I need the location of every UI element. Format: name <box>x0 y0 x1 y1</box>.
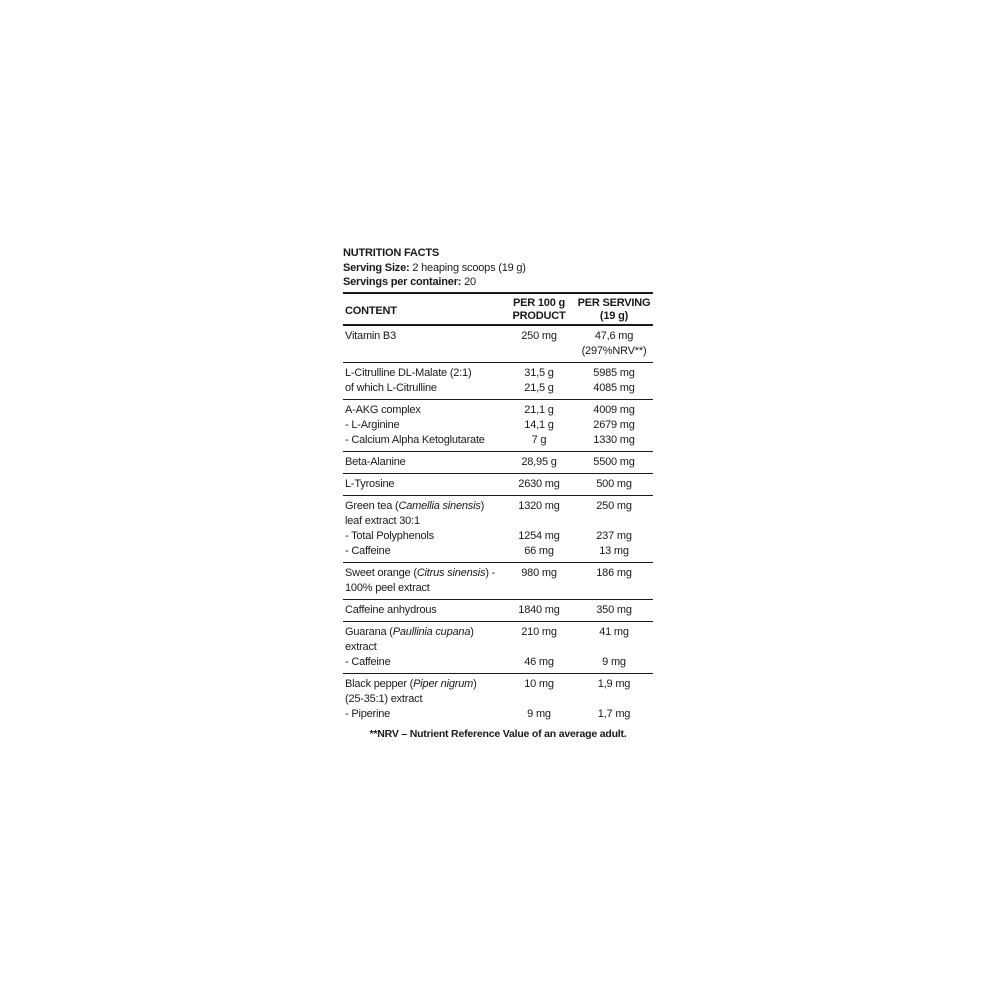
value-per-serving: 250 mg <box>596 499 632 512</box>
nutrition-table-body <box>343 326 653 725</box>
ingredient-name: - Caffeine <box>345 655 391 668</box>
table-row <box>343 692 653 707</box>
table-row <box>343 707 653 722</box>
table-row <box>343 455 653 470</box>
ingredient-name: of which L-Citrulline <box>345 381 437 394</box>
value-per-100g: 31,5 g <box>524 366 554 379</box>
ingredient-name <box>343 499 503 514</box>
ingredient-name: Caffeine anhydrous <box>345 603 437 616</box>
servings-per-container-value: 20 <box>464 276 476 288</box>
servings-per-container-line <box>343 275 653 290</box>
table-row <box>343 477 653 492</box>
value-per-100g: 28,95 g <box>521 455 557 468</box>
footnote: **NRV – Nutrient Reference Value of an average adult. <box>369 727 627 740</box>
value-per-serving: 1330 mg <box>593 433 635 446</box>
value-per-serving: 1,9 mg <box>597 677 631 690</box>
ingredient-name-text: ) <box>480 499 485 512</box>
table-row <box>343 499 653 514</box>
value-per-serving: 13 mg <box>599 544 629 557</box>
ingredient-name-text: Guarana ( <box>345 625 393 638</box>
table-row-group <box>343 496 653 563</box>
ingredient-name <box>343 566 503 581</box>
latin-name: Citrus sinensis <box>416 566 486 579</box>
table-row <box>343 381 653 396</box>
table-row-group <box>343 474 653 496</box>
table-row <box>343 514 653 529</box>
ingredient-name: Vitamin B3 <box>345 329 396 342</box>
value-per-serving: 4085 mg <box>593 381 635 394</box>
value-per-100g: 210 mg <box>521 625 557 638</box>
table-row <box>343 433 653 448</box>
table-row-group <box>343 674 653 725</box>
ingredient-name-text: ) extract <box>345 625 474 653</box>
table-row-group <box>343 452 653 474</box>
value-per-100g: 2630 mg <box>518 477 560 490</box>
ingredient-name: leaf extract 30:1 <box>345 514 420 527</box>
value-per-100g: 1254 mg <box>518 529 560 542</box>
table-row <box>343 529 653 544</box>
table-row-group <box>343 600 653 622</box>
column-header-content: CONTENT <box>345 304 397 317</box>
value-per-100g: 9 mg <box>527 707 551 720</box>
table-row-group <box>343 400 653 452</box>
value-per-100g: 46 mg <box>524 655 554 668</box>
value-per-serving: 186 mg <box>596 566 632 579</box>
value-per-serving: 4009 mg <box>593 403 635 416</box>
value-per-serving: 500 mg <box>596 477 632 490</box>
ingredient-name: - Total Polyphenols <box>345 529 434 542</box>
table-row-group <box>343 563 653 600</box>
value-per-serving: 237 mg <box>596 529 632 542</box>
nutrition-facts-label <box>343 246 653 742</box>
table-header <box>343 294 653 326</box>
value-per-100g: 1320 mg <box>518 499 560 512</box>
value-per-100g: 250 mg <box>521 329 557 342</box>
facts-title: NUTRITION FACTS <box>343 247 439 259</box>
column-header-per-serving: PER SERVING (19 g) <box>577 296 651 322</box>
value-per-100g: 21,1 g <box>524 403 554 416</box>
value-per-100g: 14,1 g <box>524 418 554 431</box>
serving-size-line <box>343 261 653 276</box>
serving-size-value: 2 heaping scoops (19 g) <box>412 261 526 274</box>
value-per-100g: 7 g <box>531 433 547 446</box>
value-per-100g: 10 mg <box>524 677 554 690</box>
ingredient-name: Beta-Alanine <box>345 455 406 468</box>
table-row <box>343 603 653 618</box>
table-row <box>343 581 653 596</box>
table-row-group <box>343 326 653 363</box>
table-row-group <box>343 622 653 674</box>
ingredient-name: - Piperine <box>345 707 391 720</box>
latin-name: Camellia sinensis <box>398 499 481 512</box>
ingredient-name-text: Sweet orange ( <box>345 566 417 579</box>
value-per-100g: 21,5 g <box>524 381 554 394</box>
value-per-serving: 5985 mg <box>593 366 635 379</box>
table-row-group <box>343 363 653 400</box>
value-per-serving: 1,7 mg <box>597 707 631 720</box>
value-per-serving: 47,6 mg (297%NRV**) <box>581 329 647 357</box>
table-row <box>343 329 653 359</box>
table-row <box>343 544 653 559</box>
ingredient-name: L-Citrulline DL-Malate (2:1) <box>345 366 472 379</box>
column-header-per-100g: PER 100 g PRODUCT <box>512 296 566 322</box>
latin-name: Piper nigrum <box>413 677 474 690</box>
ingredient-name: (25-35:1) extract <box>345 692 423 705</box>
value-per-100g: 1840 mg <box>518 603 560 616</box>
value-per-serving: 350 mg <box>596 603 632 616</box>
servings-per-container-label: Servings per container: <box>343 276 462 288</box>
ingredient-name <box>343 625 503 655</box>
ingredient-name-text: Green tea ( <box>345 499 399 512</box>
value-per-serving: 2679 mg <box>593 418 635 431</box>
table-row <box>343 625 653 655</box>
ingredient-name: A-AKG complex <box>345 403 421 416</box>
ingredient-name: L-Tyrosine <box>345 477 395 490</box>
ingredient-name: 100% peel extract <box>345 581 430 594</box>
table-row <box>343 655 653 670</box>
value-per-serving: 41 mg <box>599 625 629 638</box>
nutrition-facts-title <box>343 246 653 261</box>
ingredient-name: - L-Arginine <box>345 418 400 431</box>
ingredient-name: - Caffeine <box>345 544 391 557</box>
ingredient-name-text: ) <box>473 677 477 690</box>
table-row <box>343 403 653 418</box>
ingredient-name-text: ) - <box>485 566 496 579</box>
table-row <box>343 677 653 692</box>
value-per-serving: 9 mg <box>602 655 626 668</box>
value-per-serving: 5500 mg <box>593 455 635 468</box>
value-per-100g: 66 mg <box>524 544 554 557</box>
latin-name: Paullinia cupana <box>392 625 471 638</box>
table-row <box>343 566 653 581</box>
ingredient-name <box>343 677 503 692</box>
table-row <box>343 418 653 433</box>
table-row <box>343 366 653 381</box>
serving-size-label: Serving Size: <box>343 261 410 274</box>
value-per-100g: 980 mg <box>521 566 557 579</box>
ingredient-name-text: Black pepper ( <box>345 677 414 690</box>
ingredient-name: - Calcium Alpha Ketoglutarate <box>345 433 485 446</box>
